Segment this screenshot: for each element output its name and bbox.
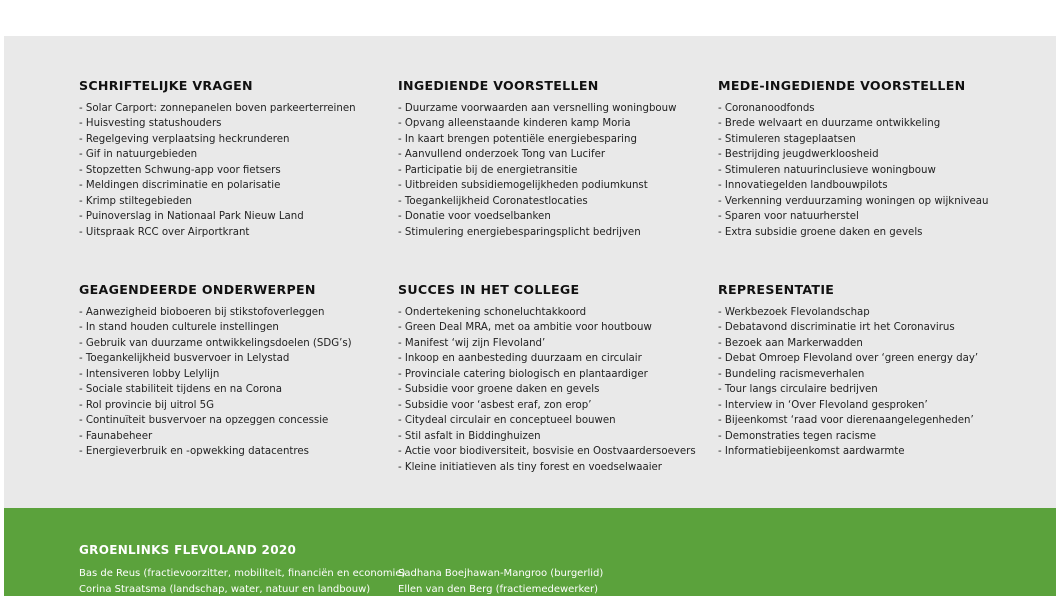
list-item: - Stimulering energiebesparingsplicht bedrijven [398, 225, 698, 240]
list-item: - Stil asfalt in Biddinghuizen [398, 429, 698, 444]
list-item: - Faunabeheer [79, 429, 379, 444]
item-list [79, 101, 379, 240]
list-item: - Toegankelijkheid Coronatestlocaties [398, 194, 698, 209]
list-item: - Aanvullend onderzoek Tong van Lucifer [398, 147, 698, 162]
list-item: - Subsidie voor groene daken en gevels [398, 382, 698, 397]
item-list [398, 101, 698, 240]
list-item: - Interview in ‘Over Flevoland gesproken’ [718, 398, 1018, 413]
list-item: - In kaart brengen potentiële energiebesparing [398, 132, 698, 147]
list-item: - Gif in natuurgebieden [79, 147, 379, 162]
list-item: - Citydeal circulair en conceptueel bouwen [398, 413, 698, 428]
top-bar [4, 0, 1056, 36]
section-schriftelijke-vragen [79, 78, 379, 240]
section-title: INGEDIENDE VOORSTELLEN [398, 78, 698, 93]
list-item: - Debatavond discriminatie irt het Coronavirus [718, 320, 1018, 335]
list-item: - Brede welvaart en duurzame ontwikkeling [718, 116, 1018, 131]
list-item: - Stopzetten Schwung-app voor fietsers [79, 163, 379, 178]
footer [4, 508, 1056, 596]
list-item: - Ondertekening schoneluchtakkoord [398, 305, 698, 320]
item-list [79, 305, 379, 460]
list-item: - Bestrijding jeugdwerkloosheid [718, 147, 1018, 162]
section-title: SUCCES IN HET COLLEGE [398, 282, 698, 297]
list-item: - Demonstraties tegen racisme [718, 429, 1018, 444]
section-mede-ingediende-voorstellen [718, 78, 1018, 240]
list-item: - Innovatiegelden landbouwpilots [718, 178, 1018, 193]
page-frame [4, 0, 1056, 596]
list-item: - Bijeenkomst ‘raad voor dierenaangelegenheden’ [718, 413, 1018, 428]
list-item: - Uitbreiden subsidiemogelijkheden podiumkunst [398, 178, 698, 193]
section-title: REPRESENTATIE [718, 282, 1018, 297]
item-list [398, 305, 698, 475]
list-item: - Stimuleren natuurinclusieve woningbouw [718, 163, 1018, 178]
section-succes-in-het-college [398, 282, 698, 475]
list-item: - Manifest ‘wij zijn Flevoland’ [398, 336, 698, 351]
list-item: - Solar Carport: zonnepanelen boven parkeerterreinen [79, 101, 379, 116]
list-item: - Donatie voor voedselbanken [398, 209, 698, 224]
list-item: - Gebruik van duurzame ontwikkelingsdoelen (SDG’s) [79, 336, 379, 351]
list-item: - Actie voor biodiversiteit, bosvisie en Oostvaardersoevers [398, 444, 698, 459]
list-item: - Bezoek aan Markerwadden [718, 336, 1018, 351]
member-line: Ellen van den Berg (fractiemedewerker) [398, 582, 603, 597]
list-item: - Participatie bij de energietransitie [398, 163, 698, 178]
list-item: - Uitspraak RCC over Airportkrant [79, 225, 379, 240]
section-title: SCHRIFTELIJKE VRAGEN [79, 78, 379, 93]
list-item: - Duurzame voorwaarden aan versnelling woningbouw [398, 101, 698, 116]
list-item: - Sociale stabiliteit tijdens en na Corona [79, 382, 379, 397]
member-line: Sadhana Boejhawan-Mangroo (burgerlid) [398, 566, 603, 582]
list-item: - Green Deal MRA, met oa ambitie voor houtbouw [398, 320, 698, 335]
section-title: MEDE-INGEDIENDE VOORSTELLEN [718, 78, 1018, 93]
footer-title: GROENLINKS FLEVOLAND 2020 [79, 543, 296, 557]
list-item: - Continuïteit busvervoer na opzeggen concessie [79, 413, 379, 428]
list-item: - Toegankelijkheid busvervoer in Lelystad [79, 351, 379, 366]
list-item: - In stand houden culturele instellingen [79, 320, 379, 335]
list-item: - Stimuleren stageplaatsen [718, 132, 1018, 147]
list-item: - Intensiveren lobby Lelylijn [79, 367, 379, 382]
list-item: - Provinciale catering biologisch en plantaardiger [398, 367, 698, 382]
list-item: - Inkoop en aanbesteding duurzaam en circulair [398, 351, 698, 366]
list-item: - Extra subsidie groene daken en gevels [718, 225, 1018, 240]
section-geagendeerde-onderwerpen [79, 282, 379, 460]
list-item: - Aanwezigheid bioboeren bij stikstofoverleggen [79, 305, 379, 320]
member-line: Bas de Reus (fractievoorzitter, mobiliteit, financiën en economie) [79, 566, 405, 582]
list-item: - Energieverbruik en -opwekking datacentres [79, 444, 379, 459]
list-item: - Meldingen discriminatie en polarisatie [79, 178, 379, 193]
item-list [718, 101, 1018, 240]
list-item: - Verkenning verduurzaming woningen op wijkniveau [718, 194, 1018, 209]
list-item: - Rol provincie bij uitrol 5G [79, 398, 379, 413]
item-list [718, 305, 1018, 460]
section-title: GEAGENDEERDE ONDERWERPEN [79, 282, 379, 297]
list-item: - Kleine initiatieven als tiny forest en voedselwaaier [398, 460, 698, 475]
list-item: - Huisvesting statushouders [79, 116, 379, 131]
section-ingediende-voorstellen [398, 78, 698, 240]
list-item: - Debat Omroep Flevoland over ‘green energy day’ [718, 351, 1018, 366]
section-representatie [718, 282, 1018, 460]
member-line: Corina Straatsma (landschap, water, natuur en landbouw) [79, 582, 405, 597]
list-item: - Puinoverslag in Nationaal Park Nieuw Land [79, 209, 379, 224]
list-item: - Subsidie voor ‘asbest eraf, zon erop’ [398, 398, 698, 413]
list-item: - Bundeling racismeverhalen [718, 367, 1018, 382]
list-item: - Regelgeving verplaatsing heckrunderen [79, 132, 379, 147]
list-item: - Krimp stiltegebieden [79, 194, 379, 209]
list-item: - Werkbezoek Flevolandschap [718, 305, 1018, 320]
footer-members-left [79, 566, 405, 597]
list-item: - Informatiebijeenkomst aardwarmte [718, 444, 1018, 459]
list-item: - Opvang alleenstaande kinderen kamp Moria [398, 116, 698, 131]
footer-members-right [398, 566, 603, 597]
list-item: - Tour langs circulaire bedrijven [718, 382, 1018, 397]
list-item: - Sparen voor natuurherstel [718, 209, 1018, 224]
list-item: - Coronanoodfonds [718, 101, 1018, 116]
